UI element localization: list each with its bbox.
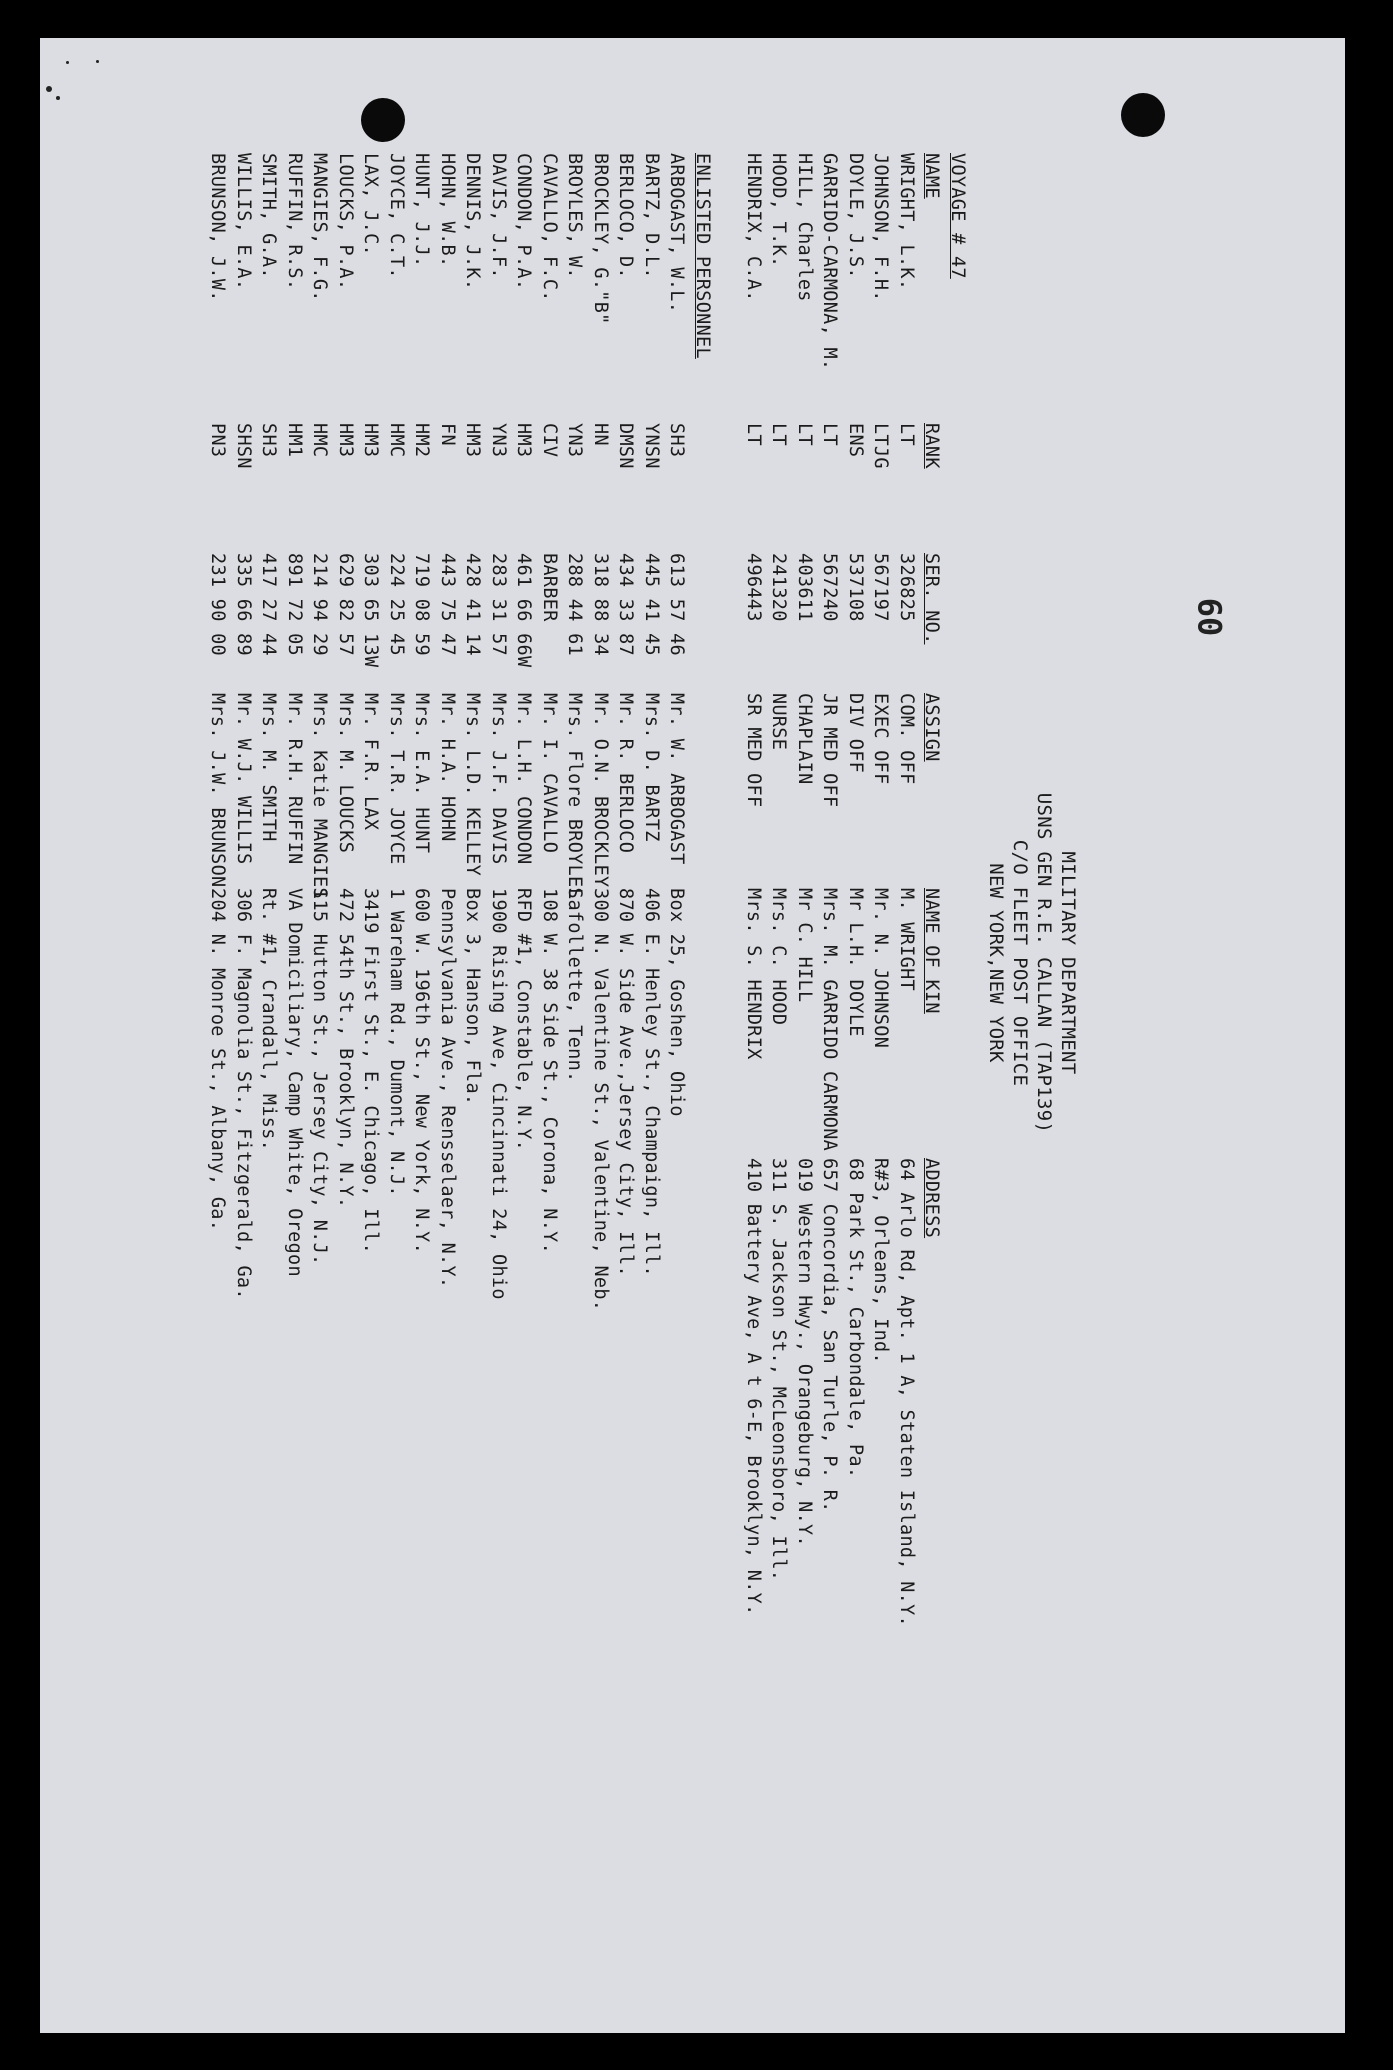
enlisted-ser-no: 613 57 46 — [666, 553, 688, 656]
officer-address: 410 Battery Ave, A t 6-E, Brooklyn, N.Y. — [743, 1158, 764, 1616]
enlisted-ser-no: BARBER — [539, 553, 560, 622]
enlisted-kin: Mrs. J.W. BRUNSON — [207, 693, 229, 888]
enlisted-address: 204 N. Monroe St., Albany, Ga. — [207, 888, 229, 1232]
officer-kin: Mr C. HILL — [794, 888, 815, 1003]
enlisted-address: Box 25, Goshen, Ohio — [666, 888, 688, 1117]
enlisted-rank: YNSN — [641, 423, 662, 469]
enlisted-address: 406 E. Henley St., Champaign, Ill. — [641, 888, 662, 1277]
enlisted-kin: Mrs. E.A. HUNT — [411, 693, 433, 854]
officer-name: HENDRIX, C.A. — [743, 153, 764, 302]
spacer — [715, 693, 741, 863]
officer-assign: SR MED OFF — [743, 693, 764, 808]
officer-assign: DIV OFF — [845, 693, 866, 774]
enlisted-rank: DMSN — [615, 423, 637, 469]
officer-rank: LT — [768, 423, 790, 446]
header-name-of-kin: NAME OF KIN — [921, 888, 943, 1014]
officer-ser-no: 326825 — [896, 553, 917, 622]
officer-assign: NURSE — [768, 693, 790, 751]
header-block — [984, 753, 1080, 1173]
enlisted-kin: Mr. L.H. CONDON — [513, 693, 535, 865]
spacer — [690, 888, 716, 1148]
officer-assign: EXEC OFF — [870, 693, 892, 785]
spacer — [690, 693, 716, 863]
officer-name: JOHNSON, F.H. — [870, 153, 892, 302]
officer-kin: M. WRIGHT — [896, 888, 917, 991]
spacer — [715, 153, 741, 363]
enlisted-ser-no: 288 44 61 — [564, 553, 586, 656]
enlisted-rank: HMC — [309, 423, 331, 458]
spacer — [690, 1158, 716, 1753]
officer-assign: COM. OFF — [896, 693, 917, 785]
officer-name: HILL, Charles — [794, 153, 815, 302]
enlisted-name: ARBOGAST, W.L. — [666, 153, 688, 314]
enlisted-address: 1 Wareham Rd., Dumont, N.J. — [386, 888, 407, 1197]
enlisted-address: 115 Hutton St., Jersey City, N.J. — [309, 888, 331, 1266]
enlisted-name: BARTZ, D.L. — [641, 153, 662, 279]
enlisted-ser-no: 629 82 57 — [335, 553, 356, 656]
document-page — [40, 38, 1345, 2033]
spacer — [945, 423, 971, 493]
enlisted-kin: Mrs. T.R. JOYCE — [386, 693, 407, 865]
rank-column — [205, 423, 970, 493]
enlisted-rank: CIV — [539, 423, 560, 458]
enlisted-kin: Mr. F.R. LAX — [360, 693, 382, 831]
enlisted-address: Box 3, Hanson, Fla. — [462, 888, 484, 1106]
officer-address: 68 Park St., Carbondale, Pa. — [845, 1158, 866, 1479]
enlisted-name: JOYCE, C.T. — [386, 153, 407, 279]
voyage-label: VOYAGE # 47 — [947, 153, 968, 279]
enlisted-ser-no: 719 08 59 — [411, 553, 433, 656]
enlisted-address: VA Domiciliary, Camp White, Oregon — [284, 888, 305, 1277]
enlisted-kin: Mrs. D. BARTZ — [641, 693, 662, 842]
enlisted-address: 1900 Rising Ave, Cincinnati 24, Ohio — [488, 888, 509, 1300]
enlisted-kin: Mrs. J.F. DAVIS — [488, 693, 509, 865]
officer-kin: Mrs. C. HOOD — [768, 888, 790, 1026]
enlisted-kin: Mrs. Flore BROYLES — [564, 693, 586, 899]
enlisted-ser-no: 445 41 45 — [641, 553, 662, 656]
enlisted-kin: Mr. W. ARBOGAST — [666, 693, 688, 865]
spacer — [715, 1158, 741, 1753]
name-column — [205, 153, 970, 371]
enlisted-address: RFD #1, Constable, N.Y. — [513, 888, 535, 1152]
enlisted-rank: HMC — [386, 423, 407, 458]
rotated-roster — [207, 153, 1080, 1753]
officer-address: 64 Arlo Rd, Apt. 1 A, Staten Island, N.Y. — [896, 1158, 917, 1627]
assign-column — [205, 693, 970, 899]
page-number: 60 — [1190, 597, 1229, 637]
officer-address: 657 Concordia, San Turle, P. R. — [819, 1158, 841, 1513]
officer-ser-no: 537108 — [845, 553, 866, 622]
spacer — [715, 553, 741, 663]
header-ser-no: SER. NO. — [921, 553, 943, 645]
enlisted-kin: Mr. R. BERLOCO — [615, 693, 637, 854]
enlisted-name: BROYLES, W. — [564, 153, 586, 279]
enlisted-ser-no: 891 72 05 — [284, 553, 305, 656]
header-assign: ASSIGN — [921, 693, 943, 762]
enlisted-rank: HM3 — [335, 423, 356, 458]
enlisted-address: Rt. #1, Crandall, Miss. — [258, 888, 280, 1152]
header-name: NAME — [921, 153, 943, 199]
spacer — [690, 553, 716, 663]
enlisted-rank: YN3 — [564, 423, 586, 458]
address-column — [690, 1158, 971, 1753]
enlisted-rank: HM1 — [284, 423, 305, 458]
enlisted-heading: ENLISTED PERSONNEL — [692, 153, 713, 359]
enlisted-name: WILLIS, E.A. — [233, 153, 254, 291]
enlisted-name: RUFFIN, R.S. — [284, 153, 305, 291]
punch-hole-left — [361, 98, 405, 142]
enlisted-name: DAVIS, J.F. — [488, 153, 509, 279]
enlisted-address: Lafollette, Tenn. — [564, 888, 586, 1083]
enlisted-name: DENNIS, J.K. — [462, 153, 484, 291]
header-line-2: USNS GEN R.E. CALLAN (TAP139) — [1033, 792, 1055, 1134]
punch-hole-right — [1121, 93, 1165, 137]
enlisted-kin: Mrs. Katie MANGIES — [309, 693, 331, 899]
header-line-3: C/O FLEET POST OFFICE — [1009, 839, 1031, 1087]
enlisted-rank: HM2 — [411, 423, 433, 458]
enlisted-name: BRUNSON, J.W. — [207, 153, 229, 302]
officer-address: 311 S. Jackson St., McLeonsboro, Ill. — [768, 1158, 790, 1582]
enlisted-ser-no: 303 65 13W — [360, 553, 382, 668]
officer-rank: ENS — [845, 423, 866, 458]
officer-kin: Mr L.H. DOYLE — [845, 888, 866, 1037]
officer-ser-no: 567240 — [819, 553, 841, 622]
officer-name: DOYLE, J.S. — [845, 153, 866, 279]
enlisted-ser-no: 428 41 14 — [462, 553, 484, 656]
enlisted-address: Pennsylvania Ave., Rensselaer, N.Y. — [437, 888, 458, 1289]
enlisted-address: 600 W. 196th St., New York, N.Y. — [411, 888, 433, 1255]
enlisted-rank: FN — [437, 423, 458, 446]
officer-name: GARRIDO-CARMONA, M. — [819, 153, 841, 371]
enlisted-rank: YN3 — [488, 423, 509, 458]
enlisted-ser-no: 417 27 44 — [258, 553, 280, 656]
officer-ser-no: 496443 — [743, 553, 764, 622]
enlisted-rank: SH3 — [258, 423, 280, 458]
header-rank: RANK — [921, 423, 943, 469]
enlisted-name: BROCKLEY, G."B" — [590, 153, 611, 325]
spacer — [945, 693, 971, 863]
enlisted-ser-no: 443 75 47 — [437, 553, 458, 656]
enlisted-ser-no: 231 90 00 — [207, 553, 229, 656]
enlisted-rank: PN3 — [207, 423, 229, 458]
officer-address: 019 Western Hwy., Orangeburg, N.Y. — [794, 1158, 815, 1547]
enlisted-name: HUNT, J.J. — [411, 153, 433, 268]
spacer — [690, 423, 716, 493]
officer-rank: LT — [743, 423, 764, 446]
enlisted-name: CAVALLO, F.C. — [539, 153, 560, 302]
enlisted-rank: HM3 — [462, 423, 484, 458]
officer-rank: LT — [896, 423, 917, 446]
officer-rank: LT — [819, 423, 841, 446]
officer-assign: CHAPLAIN — [794, 693, 815, 785]
enlisted-name: LOUCKS, P.A. — [335, 153, 356, 291]
enlisted-ser-no: 434 33 87 — [615, 553, 637, 656]
enlisted-address: 3419 First St., E. Chicago, Ill. — [360, 888, 382, 1255]
officer-rank: LTJG — [870, 423, 892, 469]
enlisted-kin: Mr. I. CAVALLO — [539, 693, 560, 854]
officer-ser-no: 403611 — [794, 553, 815, 622]
enlisted-ser-no: 318 88 34 — [590, 553, 611, 656]
enlisted-rank: SH3 — [666, 423, 688, 458]
enlisted-address: 870 W. Side Ave.,Jersey City, Ill. — [615, 888, 637, 1277]
enlisted-name: MANGIES, F.G. — [309, 153, 331, 302]
enlisted-ser-no: 214 94 29 — [309, 553, 331, 656]
enlisted-kin: Mr. O.N. BROCKLEY — [590, 693, 611, 888]
officer-address: R#3, Orleans, Ind. — [870, 1158, 892, 1364]
officer-name: WRIGHT, L.K. — [896, 153, 917, 291]
spacer — [945, 553, 971, 663]
header-address: ADDRESS — [921, 1158, 943, 1239]
enlisted-name: CONDON, P.A. — [513, 153, 535, 291]
enlisted-rank: SHSN — [233, 423, 254, 469]
enlisted-kin: Mr. R.H. RUFFIN — [284, 693, 305, 865]
enlisted-name: LAX, J.C. — [360, 153, 382, 256]
officer-name: HOOD, T.K. — [768, 153, 790, 268]
enlisted-ser-no: 224 25 45 — [386, 553, 407, 656]
officer-kin: Mrs. M. GARRIDO CARMONA — [819, 888, 841, 1152]
enlisted-kin: Mr. H.A. HOHN — [437, 693, 458, 842]
officer-assign: JR MED OFF — [819, 693, 841, 808]
ser-no-column — [205, 553, 970, 668]
enlisted-kin: Mr. W.J. WILLIS — [233, 693, 254, 865]
enlisted-address: 472 54th St., Brooklyn, N.Y. — [335, 888, 356, 1209]
spacer — [715, 888, 741, 1148]
enlisted-rank: HM3 — [513, 423, 535, 458]
enlisted-rank: HN — [590, 423, 611, 446]
enlisted-rank: HM3 — [360, 423, 382, 458]
enlisted-name: HOHN, W.B. — [437, 153, 458, 268]
officer-ser-no: 567197 — [870, 553, 892, 622]
enlisted-kin: Mrs. M. SMITH — [258, 693, 280, 842]
enlisted-kin: Mrs. L.D. KELLEY — [462, 693, 484, 877]
officer-rank: LT — [794, 423, 815, 446]
enlisted-address: 306 F. Magnolia St., Fitzgerald, Ga. — [233, 888, 254, 1300]
spacer — [945, 888, 971, 1148]
roster-table — [207, 153, 970, 1753]
header-line-4: NEW YORK,NEW YORK — [985, 863, 1007, 1063]
enlisted-ser-no: 461 66 66W — [513, 553, 535, 668]
spacer — [945, 1158, 971, 1753]
enlisted-name: BERLOCO, D. — [615, 153, 637, 279]
officer-ser-no: 241320 — [768, 553, 790, 622]
paper-specks — [46, 46, 146, 156]
officer-kin: Mr. N. JOHNSON — [870, 888, 892, 1049]
officer-kin: Mrs. S. HENDRIX — [743, 888, 764, 1060]
spacer — [715, 423, 741, 493]
header-line-1: MILITARY DEPARTMENT — [1057, 851, 1079, 1075]
enlisted-ser-no: 283 31 57 — [488, 553, 509, 656]
enlisted-ser-no: 335 66 89 — [233, 553, 254, 656]
enlisted-name: SMITH, G.A. — [258, 153, 280, 279]
enlisted-address: 300 N. Valentine St., Valentine, Neb. — [590, 888, 611, 1312]
enlisted-address: 108 W. 38 Side St., Corona, N.Y. — [539, 888, 560, 1255]
enlisted-kin: Mrs. M. LOUCKS — [335, 693, 356, 854]
